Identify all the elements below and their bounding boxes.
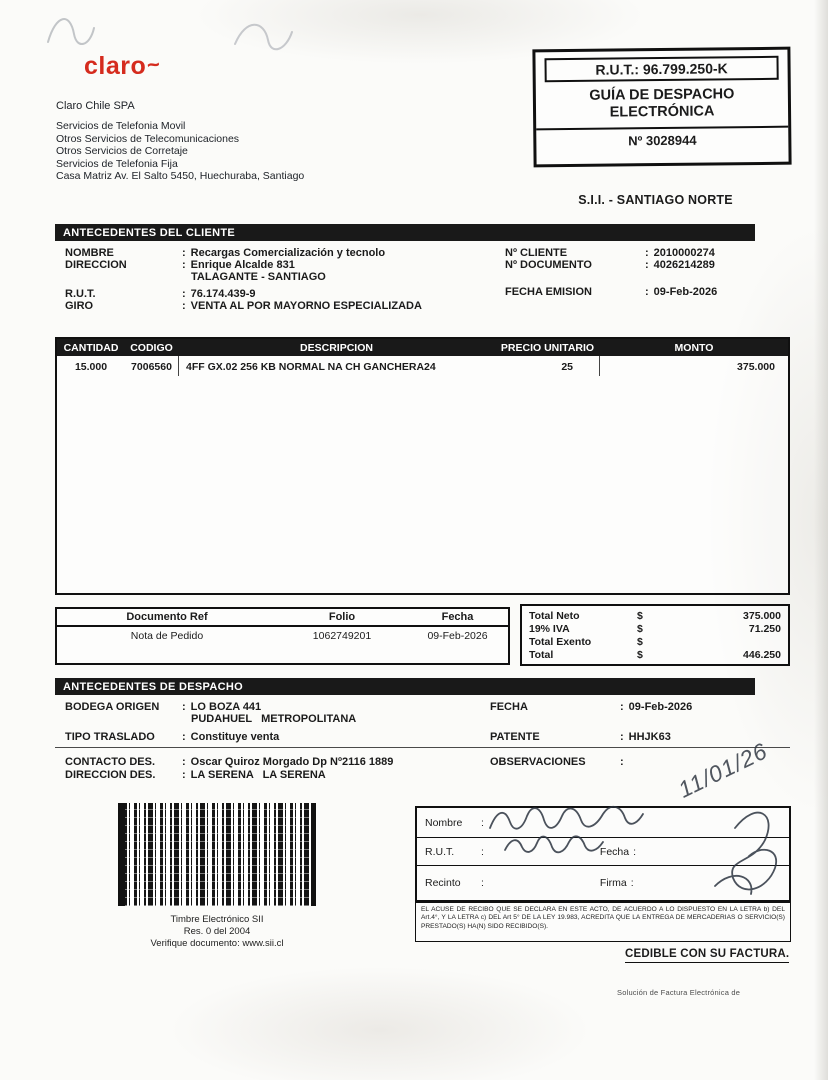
sii-stamp-barcode bbox=[118, 803, 316, 906]
client-rut-value: 76.174.439-9 bbox=[190, 288, 256, 300]
tipo-traslado-value: Constituye venta bbox=[190, 731, 280, 743]
item-precio-unitario: 25 bbox=[495, 356, 600, 376]
legal-acknowledgement-text: EL ACUSE DE RECIBO QUE SE DECLARA EN ESTE ACTO, DE ACUERDO A LO DISPUESTO EN LA LETRA b) DEL Art.4°, Y LA LETRA c) DEL Art 5° DE LA LEY 19.983, ACREDITA QUE LA ENTREGA DE MERCADERIAS O SERVICIO(S) PRESTADO(S) HA(N) SIDO RECIBIDO(S). bbox=[415, 902, 791, 942]
currency-sign: $ bbox=[637, 636, 643, 648]
patente-value: HHJK63 bbox=[628, 731, 671, 743]
column-header-codigo: CODIGO bbox=[130, 341, 173, 354]
emission-date-field bbox=[505, 286, 717, 298]
client-rut-label: R.U.T. bbox=[65, 288, 96, 300]
stamp-line1: Timbre Electrónico SII bbox=[170, 914, 264, 925]
dispatch-fecha-label: FECHA bbox=[490, 701, 528, 713]
dispatch-fecha-field bbox=[490, 701, 692, 713]
handwritten-date: 11/01/26 bbox=[674, 737, 772, 803]
colon: : bbox=[182, 288, 186, 300]
colon: : bbox=[182, 769, 186, 781]
colon: : bbox=[182, 701, 186, 713]
colon: : bbox=[182, 756, 186, 768]
item-descripcion: 4FF GX.02 256 KB NORMAL NA CH GANCHERA24 bbox=[178, 356, 495, 376]
ref-header-fecha: Fecha bbox=[441, 611, 474, 623]
document-number-value: 4026214289 bbox=[653, 259, 715, 271]
client-giro-value: VENTA AL POR MAYORNO ESPECIALIZADA bbox=[190, 300, 422, 312]
total-row bbox=[529, 649, 781, 662]
patente-label: PATENTE bbox=[490, 731, 540, 743]
document-number-field bbox=[505, 259, 715, 271]
bodega-origen-value-line2: PUDAHUEL METROPOLITANA bbox=[191, 713, 357, 725]
observaciones-field bbox=[490, 756, 629, 768]
document-number-label: Nº DOCUMENTO bbox=[505, 259, 592, 271]
client-number-label: Nº CLIENTE bbox=[505, 247, 568, 259]
colon: : bbox=[182, 731, 186, 743]
colon: : bbox=[630, 877, 634, 889]
claro-logo-text: claro bbox=[84, 52, 147, 80]
items-table bbox=[55, 337, 790, 595]
colon: : bbox=[182, 259, 186, 271]
cedible-note: CEDIBLE CON SU FACTURA. bbox=[625, 948, 789, 963]
sii-office: S.I.I. - SANTIAGO NORTE bbox=[578, 193, 733, 207]
direccion-destino-field bbox=[65, 769, 326, 781]
pen-mark-stroke bbox=[48, 19, 94, 44]
iva-label: 19% IVA bbox=[529, 623, 570, 635]
bodega-origen-value: LO BOZA 441 bbox=[190, 701, 262, 713]
reference-table bbox=[55, 607, 510, 665]
pen-marks bbox=[30, 2, 310, 72]
emission-date-value: 09-Feb-2026 bbox=[653, 286, 718, 298]
totals-box bbox=[520, 604, 790, 666]
claro-logo bbox=[84, 52, 160, 81]
patente-field bbox=[490, 731, 671, 743]
colon: : bbox=[645, 286, 649, 298]
company-info-block bbox=[56, 120, 304, 183]
total-exento-row bbox=[529, 636, 781, 649]
dispatch-fecha-value: 09-Feb-2026 bbox=[628, 701, 693, 713]
total-exento-label: Total Exento bbox=[529, 636, 592, 648]
ref-fecha-value: 09-Feb-2026 bbox=[427, 630, 488, 642]
signature-firma bbox=[715, 813, 776, 894]
document-id-box bbox=[532, 47, 791, 168]
document-number: Nº 3028944 bbox=[536, 126, 788, 150]
bodega-origen-field bbox=[65, 701, 261, 713]
colon: : bbox=[645, 247, 649, 259]
tipo-traslado-field bbox=[65, 731, 279, 743]
emission-date-label: FECHA EMISION bbox=[505, 286, 592, 298]
currency-sign: $ bbox=[637, 623, 643, 635]
stamp-caption bbox=[103, 914, 331, 950]
signature-overlay bbox=[415, 798, 815, 923]
total-value: 446.250 bbox=[743, 649, 781, 661]
bodega-origen-label: BODEGA ORIGEN bbox=[65, 701, 160, 713]
item-codigo: 7006560 bbox=[131, 361, 172, 373]
colon: : bbox=[620, 731, 624, 743]
document-type-line2: ELECTRÓNICA bbox=[609, 103, 715, 121]
company-service-line: Otros Servicios de Corretaje bbox=[56, 145, 188, 157]
observaciones-label: OBSERVACIONES bbox=[490, 756, 586, 768]
colon: : bbox=[182, 247, 186, 259]
emitter-rut: R.U.T.: 96.799.250-K bbox=[544, 56, 778, 82]
ref-folio-value: 1062749201 bbox=[312, 630, 372, 642]
items-table-empty-space bbox=[57, 376, 788, 593]
reference-table-header bbox=[57, 609, 508, 627]
colon: : bbox=[481, 816, 484, 829]
reception-recinto-label: Recinto bbox=[425, 877, 461, 889]
currency-sign: $ bbox=[637, 610, 643, 622]
client-direccion-value-line2: TALAGANTE - SANTIAGO bbox=[191, 271, 326, 283]
colon: : bbox=[633, 845, 637, 858]
client-nombre-field bbox=[65, 247, 385, 259]
company-name: Claro Chile SPA bbox=[56, 100, 135, 112]
signature-name bbox=[490, 807, 643, 829]
contacto-destino-value: Oscar Quiroz Morgado Dp Nº2116 1889 bbox=[190, 756, 394, 768]
client-number-value: 2010000274 bbox=[653, 247, 715, 259]
scan-edge-shadow bbox=[814, 0, 828, 1080]
client-rut-field bbox=[65, 288, 256, 300]
item-monto: 375.000 bbox=[737, 361, 775, 373]
column-header-precio-unitario: PRECIO UNITARIO bbox=[500, 341, 595, 354]
company-address-line: Casa Matriz Av. El Salto 5450, Huechuraba, Santiago bbox=[56, 170, 305, 182]
client-direccion-value: Enrique Alcalde 831 bbox=[190, 259, 295, 271]
ref-header-folio: Folio bbox=[328, 611, 356, 623]
column-header-monto: MONTO bbox=[674, 341, 714, 354]
item-row bbox=[57, 356, 788, 376]
client-giro-field bbox=[65, 300, 422, 312]
signature-rut bbox=[505, 836, 603, 852]
item-cantidad: 15.000 bbox=[74, 361, 108, 373]
pen-mark-stroke bbox=[235, 25, 292, 50]
contacto-destino-field bbox=[65, 756, 393, 768]
iva-row bbox=[529, 623, 781, 636]
ref-header-documento: Documento Ref bbox=[126, 611, 208, 623]
stamp-line2: Res. 0 del 2004 bbox=[183, 926, 251, 937]
reception-fecha-label: Fecha bbox=[599, 845, 630, 858]
ref-documento-value: Nota de Pedido bbox=[130, 630, 204, 642]
company-service-line: Servicios de Telefonia Fija bbox=[56, 157, 178, 170]
column-header-descripcion: DESCRIPCION bbox=[300, 341, 373, 354]
direccion-destino-value: LA SERENA LA SERENA bbox=[190, 769, 326, 781]
total-neto-row bbox=[529, 610, 781, 623]
colon: : bbox=[645, 259, 649, 271]
client-section-header: ANTECEDENTES DEL CLIENTE bbox=[55, 224, 755, 241]
stamp-verify-url: Verifique documento: www.sii.cl bbox=[150, 938, 284, 949]
contacto-destino-label: CONTACTO DES. bbox=[65, 756, 156, 768]
footer-provider-note: Solución de Factura Electrónica de bbox=[617, 988, 741, 997]
reception-rut-label: R.U.T. bbox=[425, 845, 455, 858]
colon: : bbox=[481, 877, 484, 889]
dispatch-section-header: ANTECEDENTES DE DESPACHO bbox=[55, 678, 755, 695]
reference-row bbox=[57, 627, 508, 642]
client-nombre-value: Recargas Comercialización y tecnolo bbox=[190, 247, 386, 259]
client-nombre-label: NOMBRE bbox=[65, 247, 114, 259]
total-neto-value: 375.000 bbox=[743, 610, 781, 622]
colon: : bbox=[620, 756, 624, 768]
client-direccion-label: DIRECCION bbox=[65, 259, 127, 271]
document-type-line1: GUÍA DE DESPACHO bbox=[589, 86, 735, 104]
reception-nombre-label: Nombre bbox=[425, 816, 463, 829]
colon: : bbox=[620, 701, 624, 713]
currency-sign: $ bbox=[637, 649, 643, 661]
colon: : bbox=[182, 300, 186, 312]
items-table-header bbox=[57, 339, 788, 356]
dispatch-divider bbox=[55, 747, 790, 748]
claro-swoosh-icon: ~ bbox=[145, 51, 162, 78]
column-header-cantidad: CANTIDAD bbox=[63, 341, 119, 354]
direccion-destino-label: DIRECCION DES. bbox=[65, 769, 156, 781]
total-neto-label: Total Neto bbox=[529, 610, 580, 622]
total-exento-value bbox=[659, 636, 781, 649]
colon: : bbox=[481, 845, 484, 858]
client-giro-label: GIRO bbox=[65, 300, 94, 312]
total-label: Total bbox=[529, 649, 554, 661]
client-direccion-field bbox=[65, 259, 295, 271]
company-service-line: Otros Servicios de Telecomunicaciones bbox=[56, 132, 240, 145]
tipo-traslado-label: TIPO TRASLADO bbox=[65, 731, 155, 743]
reception-firma-label: Firma bbox=[599, 877, 627, 889]
company-service-line: Servicios de Telefonia Movil bbox=[56, 120, 186, 132]
document-type-title bbox=[536, 86, 788, 123]
iva-value: 71.250 bbox=[748, 623, 781, 635]
client-number-field bbox=[505, 247, 715, 259]
